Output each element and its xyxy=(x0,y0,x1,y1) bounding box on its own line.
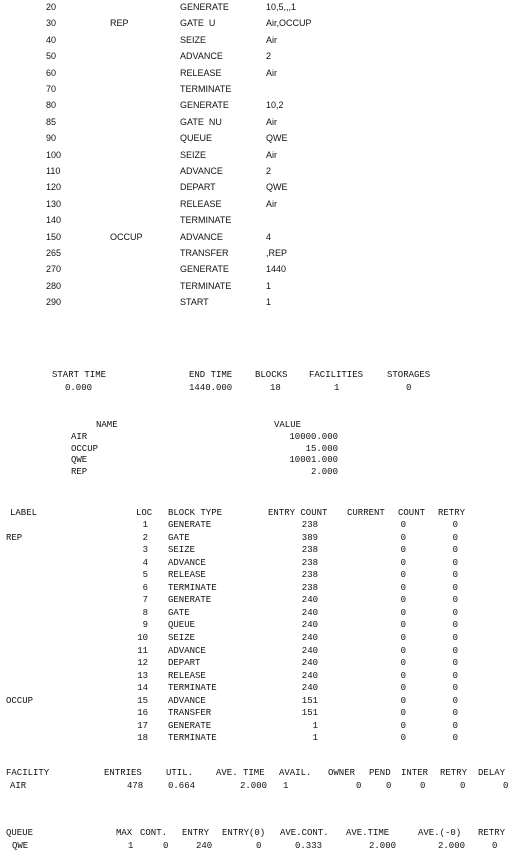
program-opcode: START xyxy=(180,297,209,307)
inter-header: INTER xyxy=(401,768,429,778)
retry-header-facility: RETRY xyxy=(440,768,468,778)
queue-max: 1 xyxy=(128,841,134,851)
block-entry-count: 240 xyxy=(301,633,318,643)
program-line-number: 140 xyxy=(46,215,62,225)
block-current-count: 0 xyxy=(400,658,406,668)
ave-cont-header: AVE.CONT. xyxy=(280,828,329,838)
block-loc: 5 xyxy=(142,570,148,580)
block-retry: 0 xyxy=(452,583,458,593)
queue-ave-cont: 0.333 xyxy=(295,841,323,851)
facility-delay: 0 xyxy=(503,781,509,791)
owner-header: OWNER xyxy=(328,768,356,778)
program-line-number: 20 xyxy=(46,2,57,12)
block-entry-count: 238 xyxy=(301,570,318,580)
program-operand: 1 xyxy=(266,297,272,307)
program-opcode: GENERATE xyxy=(180,2,229,12)
cont-header: CONT. xyxy=(140,828,168,838)
program-line-number: 85 xyxy=(46,117,57,127)
pend-header: PEND xyxy=(369,768,391,778)
block-type: TERMINATE xyxy=(168,733,217,743)
queue-ave-time: 2.000 xyxy=(369,841,397,851)
program-opcode: TERMINATE xyxy=(180,215,232,225)
storages-value: 0 xyxy=(406,383,412,393)
block-entry-count: 240 xyxy=(301,683,318,693)
entries-header: ENTRIES xyxy=(104,768,142,778)
block-current-count: 0 xyxy=(400,608,406,618)
entry0-header: ENTRY(0) xyxy=(222,828,266,838)
block-current-count: 0 xyxy=(400,570,406,580)
block-current-count: 0 xyxy=(400,533,406,543)
block-retry: 0 xyxy=(452,595,458,605)
program-opcode: RELEASE xyxy=(180,68,222,78)
block-entry-count: 240 xyxy=(301,671,318,681)
program-line-number: 50 xyxy=(46,51,57,61)
program-line-number: 70 xyxy=(46,84,57,94)
start-time-value: 0.000 xyxy=(65,383,93,393)
block-current-count: 0 xyxy=(400,583,406,593)
program-operand: Air xyxy=(266,199,277,209)
program-operand: 1 xyxy=(266,281,272,291)
block-loc: 16 xyxy=(137,708,148,718)
program-opcode: TERMINATE xyxy=(180,281,232,291)
program-opcode: SEIZE xyxy=(180,150,207,160)
program-line-number: 120 xyxy=(46,182,62,192)
block-loc: 3 xyxy=(142,545,148,555)
name-cell: REP xyxy=(71,467,88,477)
name-header: NAME xyxy=(96,420,118,430)
block-retry: 0 xyxy=(452,658,458,668)
block-type: QUEUE xyxy=(168,620,196,630)
program-operand: 2 xyxy=(266,166,272,176)
program-opcode: TERMINATE xyxy=(180,84,232,94)
block-entry-count: 240 xyxy=(301,620,318,630)
block-retry: 0 xyxy=(452,520,458,530)
block-type: GENERATE xyxy=(168,520,212,530)
program-operand: 1440 xyxy=(266,264,287,274)
name-cell: AIR xyxy=(71,432,88,442)
program-operand: Air xyxy=(266,35,277,45)
block-type: SEIZE xyxy=(168,633,196,643)
block-retry: 0 xyxy=(452,708,458,718)
program-operand: Air xyxy=(266,68,277,78)
queue-retry: 0 xyxy=(492,841,498,851)
block-current-count: 0 xyxy=(400,520,406,530)
block-entry-count: 238 xyxy=(301,583,318,593)
block-retry: 0 xyxy=(452,545,458,555)
block-loc: 4 xyxy=(142,558,148,568)
block-label: REP xyxy=(6,533,23,543)
delay-header: DELAY xyxy=(478,768,506,778)
loc-header: LOC xyxy=(136,508,153,518)
block-type: TERMINATE xyxy=(168,583,217,593)
program-opcode: GATE NU xyxy=(180,117,222,127)
start-time-header: START TIME xyxy=(52,370,107,380)
block-type: GENERATE xyxy=(168,721,212,731)
entry-count-header: ENTRY COUNT xyxy=(268,508,328,518)
block-type: GATE xyxy=(168,533,190,543)
block-retry: 0 xyxy=(452,620,458,630)
program-line-number: 100 xyxy=(46,150,62,160)
block-loc: 12 xyxy=(137,658,148,668)
program-operand: Air xyxy=(266,117,277,127)
block-label: OCCUP xyxy=(6,696,34,706)
block-loc: 11 xyxy=(137,646,148,656)
block-retry: 0 xyxy=(452,696,458,706)
program-operand: QWE xyxy=(266,133,288,143)
block-retry: 0 xyxy=(452,558,458,568)
facility-entries: 478 xyxy=(127,781,144,791)
queue-ave-minus0: 2.000 xyxy=(438,841,466,851)
block-retry: 0 xyxy=(452,608,458,618)
end-time-header: END TIME xyxy=(189,370,233,380)
program-opcode: GENERATE xyxy=(180,264,229,274)
program-opcode: ADVANCE xyxy=(180,232,223,242)
program-line-number: 280 xyxy=(46,281,62,291)
value-cell: 10000.000 xyxy=(289,432,338,442)
retry-header: RETRY xyxy=(438,508,466,518)
program-opcode: DEPART xyxy=(180,182,216,192)
facility-owner: 0 xyxy=(356,781,362,791)
facility-header: FACILITY xyxy=(6,768,50,778)
block-current-count: 0 xyxy=(400,620,406,630)
program-line-number: 270 xyxy=(46,264,62,274)
retry-header-queue: RETRY xyxy=(478,828,506,838)
name-cell: OCCUP xyxy=(71,444,99,454)
program-operand: Air,OCCUP xyxy=(266,18,312,28)
name-cell: QWE xyxy=(71,455,88,465)
max-header: MAX xyxy=(116,828,133,838)
program-opcode: ADVANCE xyxy=(180,51,223,61)
facilities-header: FACILITIES xyxy=(309,370,364,380)
storages-header: STORAGES xyxy=(387,370,431,380)
block-entry-count: 240 xyxy=(301,646,318,656)
block-retry: 0 xyxy=(452,683,458,693)
block-entry-count: 1 xyxy=(312,733,318,743)
block-type: ADVANCE xyxy=(168,646,206,656)
avail-header: AVAIL. xyxy=(279,768,312,778)
program-line-number: 60 xyxy=(46,68,57,78)
label-header: LABEL xyxy=(10,508,38,518)
block-type-header: BLOCK TYPE xyxy=(168,508,223,518)
program-line-number: 265 xyxy=(46,248,62,258)
block-entry-count: 151 xyxy=(301,708,318,718)
block-loc: 1 xyxy=(142,520,148,530)
block-current-count: 0 xyxy=(400,683,406,693)
block-entry-count: 1 xyxy=(312,721,318,731)
program-line-number: 80 xyxy=(46,100,57,110)
program-line-number: 40 xyxy=(46,35,57,45)
blocks-header: BLOCKS xyxy=(255,370,288,380)
block-retry: 0 xyxy=(452,733,458,743)
block-current-count: 0 xyxy=(400,646,406,656)
block-retry: 0 xyxy=(452,721,458,731)
block-current-count: 0 xyxy=(400,696,406,706)
block-loc: 8 xyxy=(142,608,148,618)
value-header: VALUE xyxy=(274,420,302,430)
queue-name: QWE xyxy=(12,841,29,851)
queue-header: QUEUE xyxy=(6,828,34,838)
block-current-count: 0 xyxy=(400,721,406,731)
block-type: RELEASE xyxy=(168,570,206,580)
value-cell: 2.000 xyxy=(310,467,338,477)
block-current-count: 0 xyxy=(400,545,406,555)
ave-time-header-queue: AVE.TIME xyxy=(346,828,390,838)
facility-pend: 0 xyxy=(386,781,392,791)
program-opcode: GENERATE xyxy=(180,100,229,110)
block-entry-count: 240 xyxy=(301,608,318,618)
block-loc: 15 xyxy=(137,696,148,706)
facility-util: 0.664 xyxy=(168,781,196,791)
program-opcode: RELEASE xyxy=(180,199,222,209)
ave-minus0-header: AVE.(-0) xyxy=(418,828,462,838)
program-opcode: QUEUE xyxy=(180,133,213,143)
program-opcode: ADVANCE xyxy=(180,166,223,176)
facility-ave-time: 2.000 xyxy=(240,781,268,791)
program-line-number: 90 xyxy=(46,133,57,143)
util-header: UTIL. xyxy=(166,768,194,778)
block-entry-count: 240 xyxy=(301,595,318,605)
program-label: OCCUP xyxy=(110,232,143,242)
block-type: DEPART xyxy=(168,658,201,668)
block-type: GENERATE xyxy=(168,595,212,605)
block-entry-count: 240 xyxy=(301,658,318,668)
block-retry: 0 xyxy=(452,633,458,643)
block-current-count: 0 xyxy=(400,733,406,743)
entry-header: ENTRY xyxy=(182,828,210,838)
facilities-value: 1 xyxy=(334,383,340,393)
facility-inter: 0 xyxy=(420,781,426,791)
program-label: REP xyxy=(110,18,129,28)
end-time-value: 1440.000 xyxy=(189,383,233,393)
program-line-number: 130 xyxy=(46,199,62,209)
blocks-value: 18 xyxy=(270,383,281,393)
block-type: TRANSFER xyxy=(168,708,212,718)
value-cell: 15.000 xyxy=(305,444,338,454)
program-opcode: GATE U xyxy=(180,18,216,28)
program-opcode: SEIZE xyxy=(180,35,207,45)
program-line-number: 110 xyxy=(46,166,61,176)
program-operand: 4 xyxy=(266,232,272,242)
queue-entry: 240 xyxy=(196,841,213,851)
facility-name: AIR xyxy=(10,781,27,791)
program-operand: 2 xyxy=(266,51,272,61)
block-entry-count: 238 xyxy=(301,545,318,555)
block-loc: 10 xyxy=(137,633,148,643)
block-current-count: 0 xyxy=(400,671,406,681)
program-operand: ,REP xyxy=(266,248,288,258)
block-loc: 18 xyxy=(137,733,148,743)
block-type: TERMINATE xyxy=(168,683,217,693)
block-loc: 6 xyxy=(142,583,148,593)
block-retry: 0 xyxy=(452,570,458,580)
facility-avail: 1 xyxy=(283,781,289,791)
facility-retry: 0 xyxy=(460,781,466,791)
block-retry: 0 xyxy=(452,646,458,656)
queue-cont: 0 xyxy=(163,841,169,851)
program-operand: 10,2 xyxy=(266,100,284,110)
program-line-number: 290 xyxy=(46,297,62,307)
block-type: GATE xyxy=(168,608,190,618)
ave-time-header: AVE. TIME xyxy=(216,768,265,778)
program-opcode: TRANSFER xyxy=(180,248,229,258)
block-current-count: 0 xyxy=(400,595,406,605)
block-retry: 0 xyxy=(452,671,458,681)
block-current-count: 0 xyxy=(400,633,406,643)
block-entry-count: 238 xyxy=(301,520,318,530)
block-loc: 9 xyxy=(142,620,148,630)
block-loc: 7 xyxy=(142,595,148,605)
block-loc: 17 xyxy=(137,721,148,731)
value-cell: 10001.000 xyxy=(289,455,338,465)
block-type: SEIZE xyxy=(168,545,196,555)
block-current-count: 0 xyxy=(400,558,406,568)
block-current-count: 0 xyxy=(400,708,406,718)
block-loc: 2 xyxy=(142,533,148,543)
count-header: COUNT xyxy=(398,508,426,518)
block-loc: 14 xyxy=(137,683,148,693)
program-line-number: 30 xyxy=(46,18,57,28)
block-type: ADVANCE xyxy=(168,696,206,706)
queue-entry0: 0 xyxy=(256,841,262,851)
program-operand: QWE xyxy=(266,182,288,192)
program-line-number: 150 xyxy=(46,232,62,242)
block-loc: 13 xyxy=(137,671,148,681)
block-entry-count: 238 xyxy=(301,558,318,568)
block-retry: 0 xyxy=(452,533,458,543)
block-entry-count: 151 xyxy=(301,696,318,706)
program-operand: Air xyxy=(266,150,277,160)
current-header: CURRENT xyxy=(347,508,385,518)
program-operand: 10,5,,,1 xyxy=(266,2,297,12)
block-entry-count: 389 xyxy=(301,533,318,543)
block-type: RELEASE xyxy=(168,671,206,681)
block-type: ADVANCE xyxy=(168,558,206,568)
